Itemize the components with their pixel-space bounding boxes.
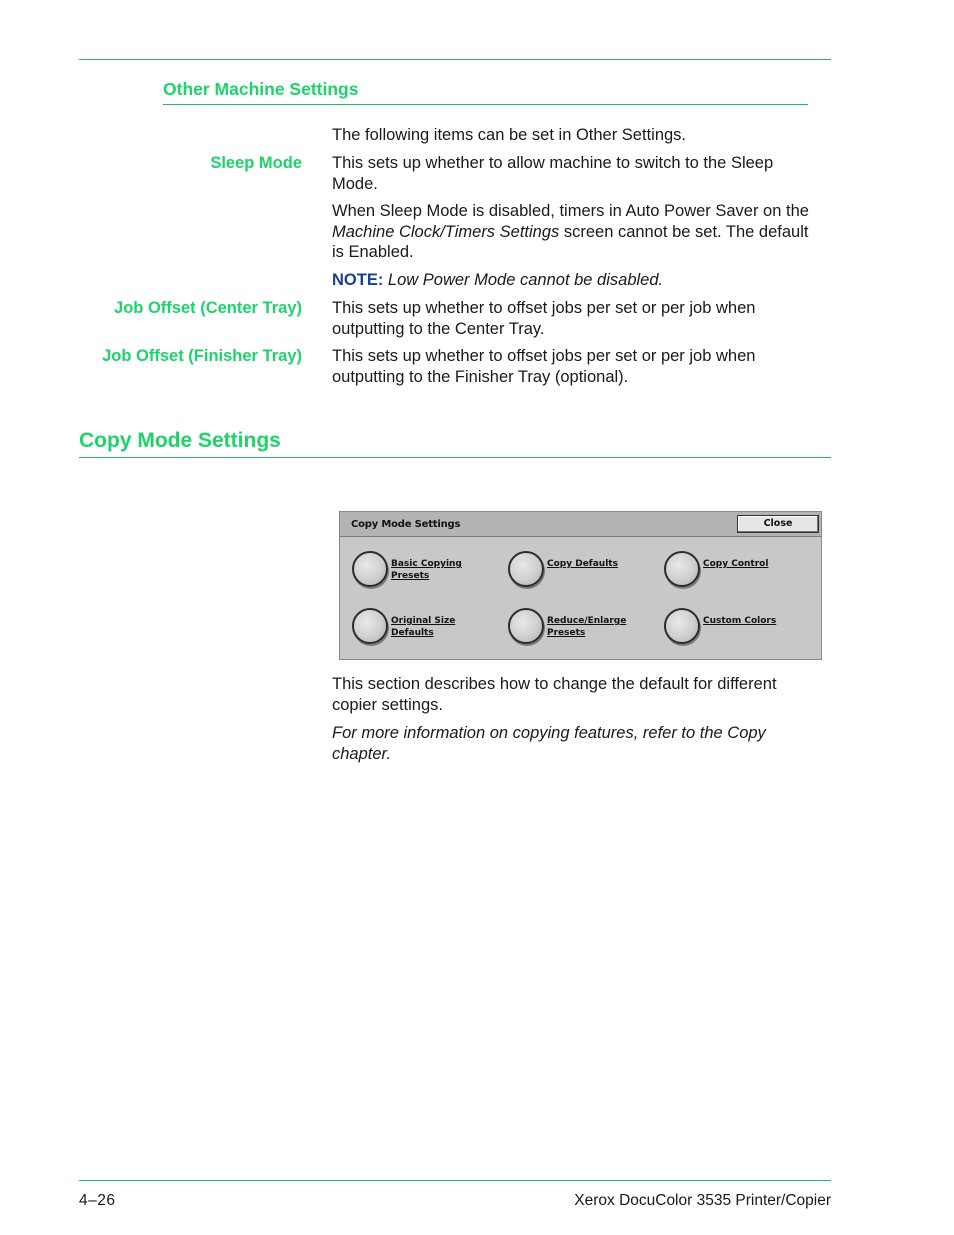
footer-product-name: Xerox DocuColor 3535 Printer/Copier (574, 1192, 831, 1209)
job-offset-center-line2: outputting to the Center Tray. (332, 319, 545, 338)
sleep-mode-desc1-line2: Mode. (332, 174, 378, 193)
copy-mode-more-info (332, 723, 832, 764)
note-text: Low Power Mode cannot be disabled. (383, 271, 664, 289)
section-heading-other-machine-settings: Other Machine Settings (163, 79, 359, 99)
term-sleep-mode: Sleep Mode (210, 154, 302, 172)
round-button-icon (508, 551, 544, 587)
basic-copying-presets-button[interactable] (352, 551, 502, 591)
round-button-icon (352, 608, 388, 644)
custom-colors-button[interactable] (664, 608, 814, 648)
sleep-mode-desc2-line3: is Enabled. (332, 243, 414, 261)
original-size-defaults-button[interactable] (352, 608, 502, 648)
option-label: Custom Colors (703, 616, 777, 626)
round-button-icon (508, 608, 544, 644)
job-offset-finisher-desc (332, 346, 832, 387)
option-label: Original Size Defaults (391, 616, 456, 638)
subheading-rule (163, 104, 808, 105)
copy-mode-desc-line2: copier settings. (332, 695, 443, 714)
close-button[interactable]: Close (737, 515, 819, 533)
option-label: Basic Copying Presets (391, 559, 462, 581)
copy-mode-desc-line1: This section describes how to change the default for different (332, 675, 777, 693)
round-button-icon (664, 608, 700, 644)
copy-control-button[interactable] (664, 551, 814, 591)
round-button-icon (664, 551, 700, 587)
copy-mode-more-line2: chapter. (332, 744, 392, 763)
screen-title-bar (340, 512, 821, 537)
footer-rule (79, 1180, 831, 1181)
term-job-offset-center: Job Offset (Center Tray) (114, 299, 302, 317)
round-button-icon (352, 551, 388, 587)
term-job-offset-finisher: Job Offset (Finisher Tray) (102, 347, 302, 365)
copy-mode-desc (332, 674, 832, 715)
job-offset-center-desc (332, 298, 832, 339)
section-heading-copy-mode-settings: Copy Mode Settings (79, 429, 281, 452)
screen-title: Copy Mode Settings (351, 519, 461, 530)
job-offset-finisher-line1: This sets up whether to offset jobs per set or per job when (332, 347, 756, 365)
section-rule (79, 457, 831, 458)
option-label: Reduce/Enlarge Presets (547, 616, 627, 638)
sleep-mode-desc2 (332, 201, 832, 263)
intro-paragraph (332, 125, 832, 146)
copy-mode-settings-screen (339, 511, 822, 660)
sleep-mode-desc1-line1: This sets up whether to allow machine to switch to the Sleep (332, 154, 774, 172)
sleep-mode-desc2-after-italic: screen cannot be set. The default (559, 222, 809, 241)
page-number: 4–26 (79, 1192, 116, 1209)
note-label: NOTE: (332, 271, 384, 289)
option-label: Copy Control (703, 559, 769, 569)
copy-mode-more-line1: For more information on copying features, refer to the Copy (332, 724, 766, 742)
job-offset-finisher-line2: outputting to the Finisher Tray (optional). (332, 367, 629, 386)
reduce-enlarge-presets-button[interactable] (508, 608, 658, 648)
copy-defaults-button[interactable] (508, 551, 658, 591)
sleep-mode-note (332, 270, 832, 291)
sleep-mode-desc2-line1: When Sleep Mode is disabled, timers in Auto Power Saver on the (332, 202, 809, 220)
intro-text: The following items can be set in Other Settings. (332, 126, 687, 144)
option-label: Copy Defaults (547, 559, 618, 569)
top-rule (79, 59, 831, 60)
sleep-mode-desc2-italic: Machine Clock/Timers Settings (332, 222, 560, 241)
job-offset-center-line1: This sets up whether to offset jobs per set or per job when (332, 299, 756, 317)
sleep-mode-desc1 (332, 153, 832, 194)
